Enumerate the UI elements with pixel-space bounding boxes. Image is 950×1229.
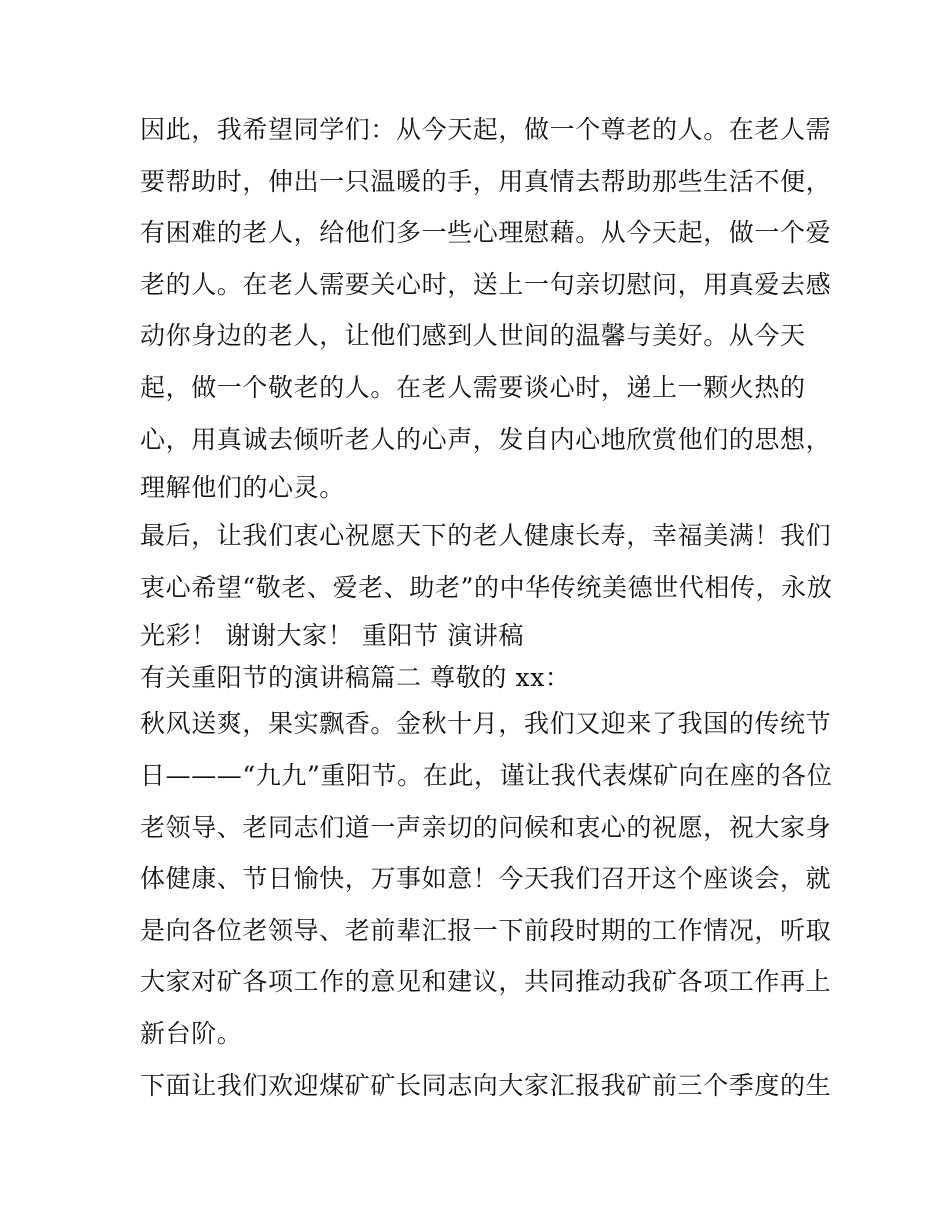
text-line: 老的人。在老人需要关心时，送上一句亲切慰问，用真爱去感 bbox=[140, 269, 832, 299]
text-line: 理解他们的心灵。 bbox=[140, 473, 345, 503]
text-line: 是向各位老领导、老前辈汇报一下前段时期的工作情况，听取 bbox=[140, 915, 832, 945]
text-line: 心，用真诚去倾听老人的心声，发自内心地欣赏他们的思想， bbox=[140, 424, 832, 454]
text-line: 有困难的老人，给他们多一些心理慰藉。从今天起，做一个爱 bbox=[140, 218, 832, 248]
text-line: 衷心希望“敬老、爱老、助老”的中华传统美德世代相传，永放 bbox=[140, 572, 833, 602]
text-line: 因此，我希望同学们：从今天起，做一个尊老的人。在老人需 bbox=[140, 115, 832, 144]
text-line: 起，做一个敬老的人。在老人需要谈心时，递上一颗火热的 bbox=[140, 372, 806, 402]
text-line: 动你身边的老人，让他们感到人世间的温馨与美好。从今天 bbox=[140, 321, 806, 351]
text-line: 老领导、老同志们道一声亲切的问候和衷心的祝愿，祝大家身 bbox=[140, 812, 832, 842]
text-line: 要帮助时，伸出一只温暖的手，用真情去帮助那些生活不便， bbox=[140, 166, 832, 196]
text-line: 下面让我们欢迎煤矿矿长同志向大家汇报我矿前三个季度的生 bbox=[140, 1070, 832, 1100]
text-line: 日———“九九”重阳节。在此，谨让我代表煤矿向在座的各位 bbox=[140, 760, 833, 790]
text-line: 秋风送爽，果实飘香。金秋十月，我们又迎来了我国的传统节 bbox=[140, 709, 832, 739]
text-line: 最后，让我们衷心祝愿天下的老人健康长寿，幸福美满！我们 bbox=[140, 521, 832, 551]
section-heading: 有关重阳节的演讲稿篇二 尊敬的 xx： bbox=[140, 663, 571, 693]
document-body bbox=[140, 104, 833, 1111]
text-line: 体健康、节日愉快，万事如意！今天我们召开这个座谈会，就 bbox=[140, 864, 832, 894]
text-line: 大家对矿各项工作的意见和建议，共同推动我矿各项工作再上 bbox=[140, 967, 832, 997]
text-line: 光彩！ 谢谢大家！ 重阳节 演讲稿 bbox=[140, 621, 525, 651]
text-line: 新台阶。 bbox=[140, 1018, 243, 1048]
